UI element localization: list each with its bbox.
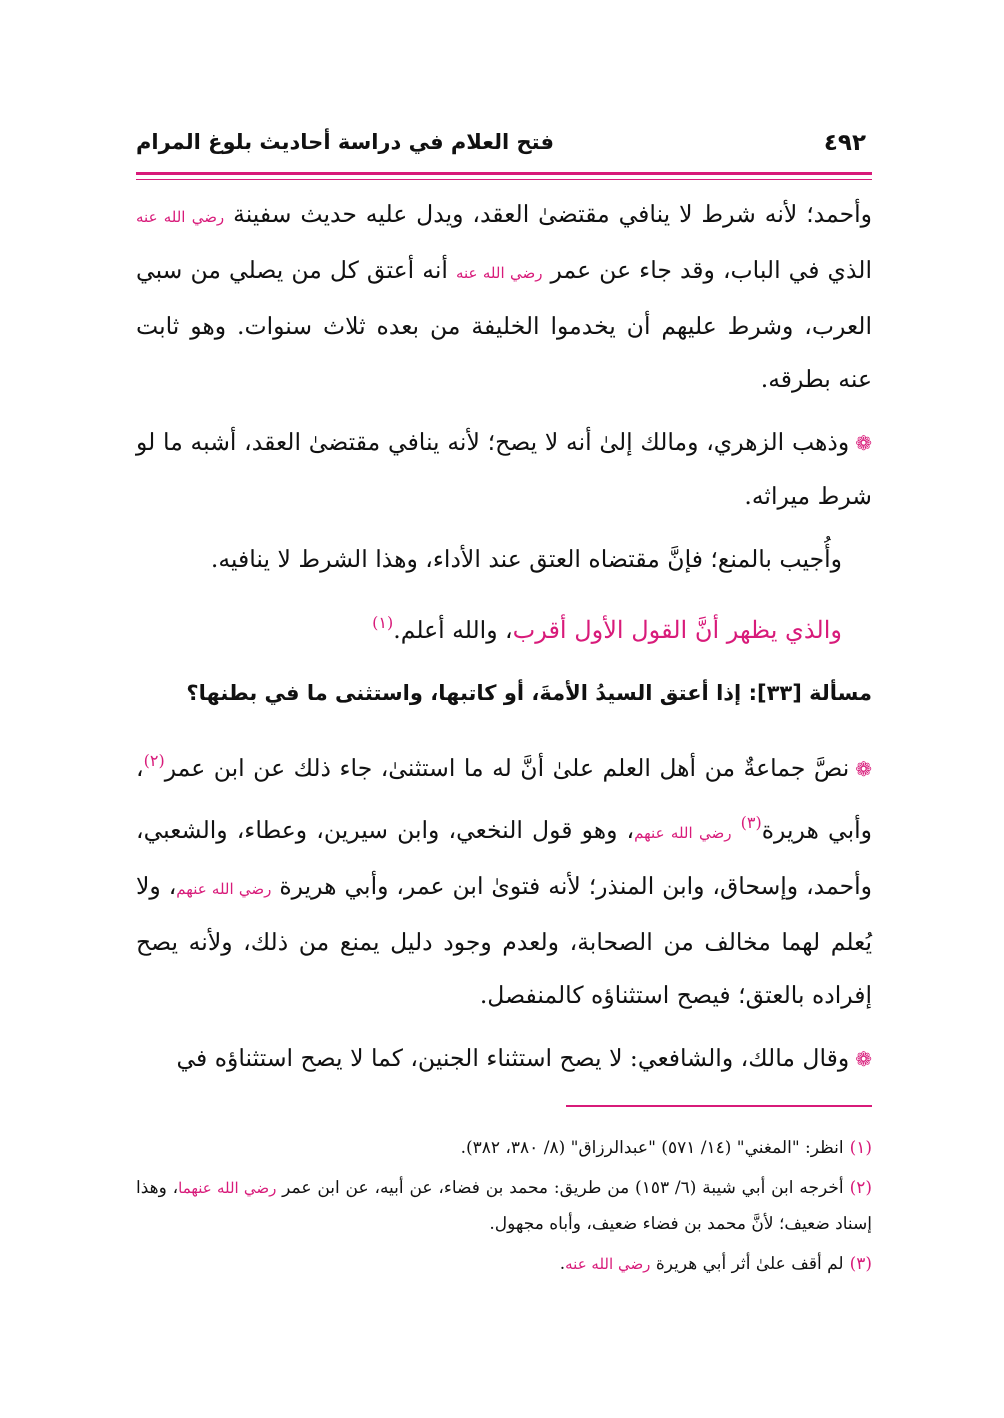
footnote-text-a: لم أقف علىٰ أثر أبي هريرة: [650, 1254, 844, 1274]
footnote-number: (٣): [849, 1254, 872, 1274]
paragraph-6-text: وقال مالك، والشافعي: لا يصح استثناء الجنين، كما لا يصح استثناؤه في: [176, 1044, 850, 1072]
flower-bullet-icon: ❁: [855, 757, 872, 781]
footnote-separator: [566, 1105, 872, 1107]
footnote-ref: (٣): [740, 813, 762, 832]
honorific-glyph: رضي الله عنه: [455, 264, 543, 282]
footnote-text-b: ، وهذا إسناد ضعيف؛ لأنَّ محمد بن فضاء ضعيف، وأباه مجهول.: [136, 1178, 872, 1234]
paragraph-2-text: وذهب الزهري، ومالك إلىٰ أنه لا يصح؛ لأنه ينافي مقتضىٰ العقد، أشبه ما لو شرط ميراثه.: [136, 428, 872, 510]
paragraph-4: [136, 596, 872, 657]
paragraph-4-text: ، والله أعلم.: [393, 616, 513, 644]
flower-bullet-icon: ❁: [855, 1047, 872, 1071]
conclusion-highlight: والذي يظهر أنَّ القول الأول أقرب: [512, 616, 842, 644]
issue-heading: [136, 667, 872, 720]
footnotes: [136, 1130, 872, 1286]
footnote-text-a: أخرجه ابن أبي شيبة (٦/ ١٥٣) من طريق: محمد بن فضاء، عن أبيه، عن ابن عمر: [276, 1178, 844, 1198]
paragraph-5: [136, 734, 872, 1022]
header-rule-thick: [136, 172, 872, 175]
footnote-ref: (١): [372, 613, 394, 632]
paragraph-1: [136, 188, 872, 406]
issue-question: إذا أعتق السيدُ الأمةَ، أو كاتبها، واستثنى ما في بطنها؟: [186, 681, 742, 705]
main-text: [136, 188, 872, 1096]
footnote-3: [136, 1246, 872, 1282]
footnote-number: (١): [849, 1138, 872, 1158]
honorific-glyph: رضي الله عنهم: [176, 880, 272, 898]
footnote-ref: (٢): [143, 751, 165, 770]
footnote-text-b: .: [559, 1254, 566, 1274]
paragraph-1-text-c: أنه أعتق كل من يصلي من سبي العرب، وشرط عليهم أن يخدموا الخليفة من بعده ثلاث سنوات. وهو ثابت عنه بطرقه.: [136, 256, 872, 393]
paragraph-6: [136, 1032, 872, 1086]
page-header: [136, 122, 872, 172]
paragraph-5-text-b: ، وأبي هريرة: [136, 754, 872, 844]
header-rule-thin: [136, 179, 872, 180]
paragraph-3-text: وأُجيب بالمنع؛ فإنَّ مقتضاه العتق عند الأداء، وهذا الشرط لا ينافيه.: [210, 545, 842, 573]
flower-bullet-icon: ❁: [855, 431, 872, 455]
paragraph-5-text-a: نصَّ جماعةٌ من أهل العلم علىٰ أنَّ له ما استثنىٰ، جاء ذلك عن ابن عمر: [164, 754, 850, 782]
honorific-glyph: رضي الله عنهما: [178, 1179, 277, 1197]
issue-label: مسألة [٣٣]:: [748, 681, 872, 705]
page-number: ٤٩٢: [823, 130, 866, 156]
footnote-text: انظر: "المغني" (١٤/ ٥٧١) "عبدالرزاق" (٨/ ٣٨٠، ٣٨٢).: [460, 1138, 844, 1158]
paragraph-5-text-d: ، ولا يُعلم لهما مخالف من الصحابة، ولعدم وجود دليل يمنع من ذلك، ولأنه يصح إفراده بالعتق؛ فيصح استثناؤه كالمنفصل.: [136, 872, 872, 1009]
footnote-number: (٢): [849, 1178, 872, 1198]
footnote-1: [136, 1130, 872, 1166]
honorific-glyph: رضي الله عنه: [136, 208, 225, 226]
paragraph-3: [136, 533, 872, 586]
paragraph-2: [136, 416, 872, 523]
paragraph-1-text-b: الذي في الباب، وقد جاء عن عمر: [542, 256, 872, 284]
honorific-glyph: رضي الله عنه: [565, 1255, 651, 1273]
paragraph-1-text-a: وأحمد؛ لأنه شرط لا ينافي مقتضىٰ العقد، ويدل عليه حديث سفينة: [224, 200, 872, 228]
paragraph-5-text-c: ، وهو قول النخعي، وابن سيرين، وعطاء، والشعبي، وأحمد، وإسحاق، وابن المنذر؛ لأنه فتوىٰ ابن عمر، وأبي هريرة: [136, 816, 873, 900]
honorific-glyph: رضي الله عنهم: [634, 824, 732, 842]
running-title: فتح العلام في دراسة أحاديث بلوغ المرام: [136, 130, 554, 154]
footnote-2: [136, 1170, 872, 1242]
